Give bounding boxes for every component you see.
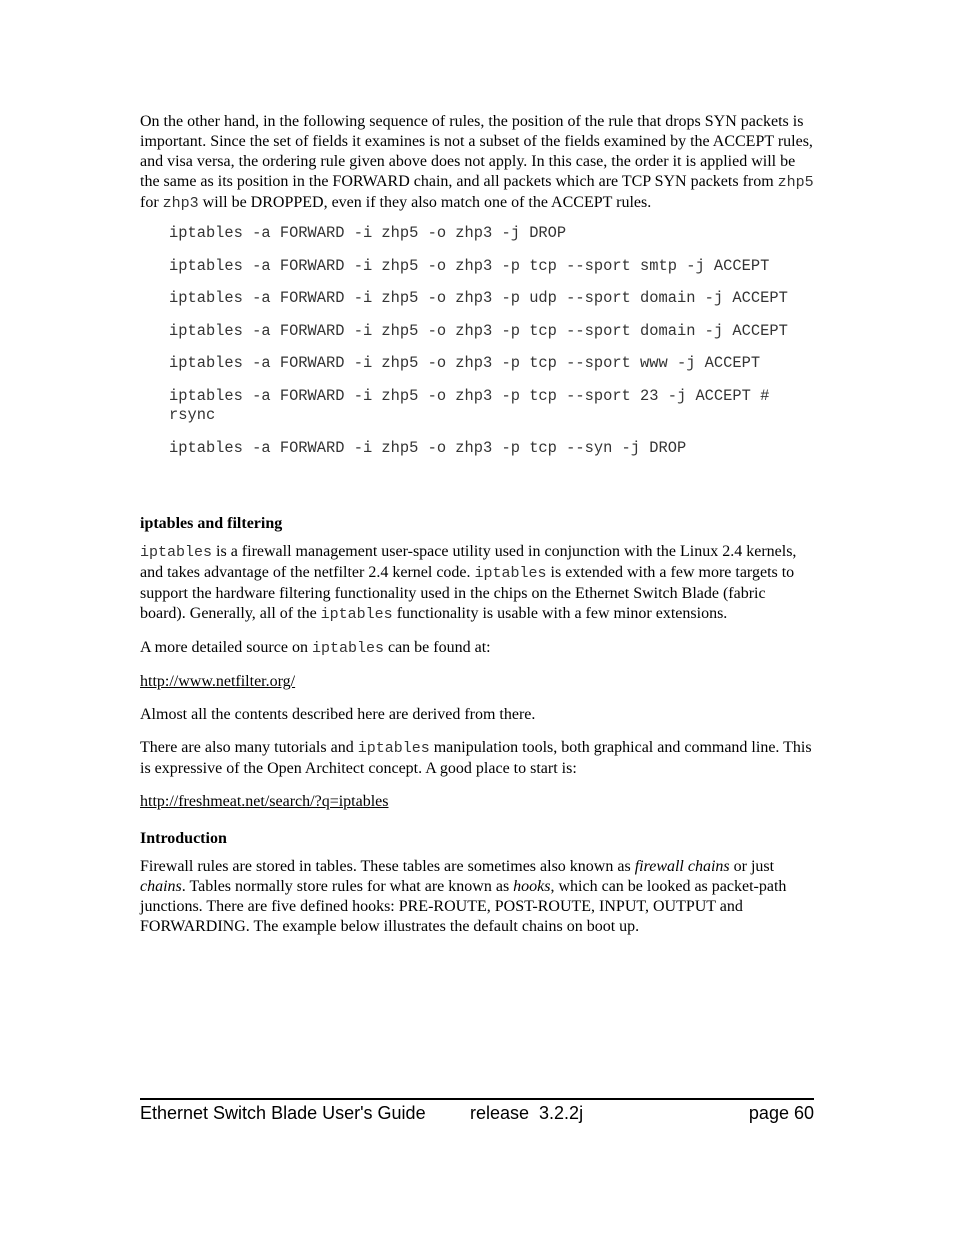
section-heading-iptables: iptables and filtering: [140, 515, 283, 532]
inline-code: iptables: [320, 606, 393, 623]
inline-code: zhp3: [162, 195, 199, 212]
intro-text: for: [140, 194, 163, 211]
para-text: or just: [729, 858, 775, 875]
para-text: is a firewall management user-space utility used in conjunction with the Linux 2.4 kernels, and takes advantage of the netfilter 2.4 kernel code.: [140, 543, 797, 581]
emphasis-text: hooks: [513, 878, 551, 895]
para-text: A more detailed source on: [140, 639, 312, 656]
derived-paragraph: Almost all the contents described here are derived from there.: [140, 706, 536, 723]
code-line: iptables -a FORWARD -i zhp5 -o zhp3 -p tcp --sport smtp -j ACCEPT: [169, 256, 770, 275]
intro-text: will be DROPPED, even if they also match one of the ACCEPT rules.: [198, 194, 652, 211]
footer-page-number: page 60: [748, 1103, 814, 1123]
inline-code: iptables: [311, 640, 384, 657]
para-text: . Tables normally store rules for what are known as: [181, 878, 514, 895]
source-paragraph: [140, 638, 814, 659]
footer-release: release 3.2.2j: [470, 1103, 584, 1123]
para-text: Firewall rules are stored in tables. These tables are sometimes also known as: [140, 858, 635, 875]
para-text: There are also many tutorials and: [140, 739, 358, 756]
netfilter-link[interactable]: http://www.netfilter.org/: [140, 673, 296, 690]
freshmeat-link-block: [140, 792, 814, 812]
document-body: [140, 112, 814, 937]
code-line: iptables -a FORWARD -i zhp5 -o zhp3 -p tcp --sport domain -j ACCEPT: [169, 321, 788, 340]
intro-paragraph: [140, 112, 814, 214]
inline-code: iptables: [474, 565, 547, 582]
freshmeat-link[interactable]: http://freshmeat.net/search/?q=iptables: [140, 793, 389, 810]
introduction-paragraph: [140, 857, 814, 937]
code-line: iptables -a FORWARD -i zhp5 -o zhp3 -p tcp --syn -j DROP: [169, 438, 687, 457]
footer-guide-title: Ethernet Switch Blade User's Guide: [140, 1103, 426, 1123]
iptables-paragraph: [140, 542, 814, 625]
code-line: iptables -a FORWARD -i zhp5 -o zhp3 -p tcp --sport www -j ACCEPT: [169, 354, 761, 372]
para-text: functionality is usable with a few minor extensions.: [392, 605, 728, 622]
tutorials-paragraph: [140, 738, 814, 779]
para-text: manipulation tools, both graphical and command line. This is expressive of the Open Architect concept. A good place to start is:: [140, 739, 812, 777]
para-text: is extended with a few more targets to support the hardware filtering functionality used in the chips on the Ethernet Switch Blade (fabric board). Generally, all of the: [140, 564, 795, 622]
netfilter-link-block: [140, 672, 814, 692]
emphasis-text: chains: [140, 878, 182, 895]
emphasis-text: firewall chains: [634, 858, 730, 875]
inline-code: iptables: [357, 740, 430, 757]
code-line: iptables -a FORWARD -i zhp5 -o zhp3 -j DROP: [169, 224, 567, 242]
intro-text: On the other hand, in the following sequence of rules, the position of the rule that drops SYN packets is important. Since the set of fields it examines is not a subset of the fields examined by the ACCEPT rules, and visa versa, the ordering rule given above does not apply. In this case, the order it is applied will be the same as its position in the FORWARD chain, and all packets which are TCP SYN packets from: [140, 113, 813, 190]
code-block: [169, 224, 814, 458]
page-footer: [140, 1098, 814, 1126]
inline-code: iptables: [140, 544, 213, 561]
inline-code: zhp5: [777, 174, 814, 191]
code-line: iptables -a FORWARD -i zhp5 -o zhp3 -p udp --sport domain -j ACCEPT: [169, 289, 788, 307]
section-heading-introduction: Introduction: [140, 830, 227, 847]
para-text: can be found at:: [383, 639, 491, 656]
code-line: iptables -a FORWARD -i zhp5 -o zhp3 -p tcp --sport 23 -j ACCEPT # rsync: [169, 386, 779, 424]
para-text: , which can be looked as packet-path junctions. There are five defined hooks: PRE-ROUTE, POST-ROUTE, INPUT, OUTPUT and FORWARDING. The example below illustrates the default chains on boot up.: [140, 878, 787, 935]
